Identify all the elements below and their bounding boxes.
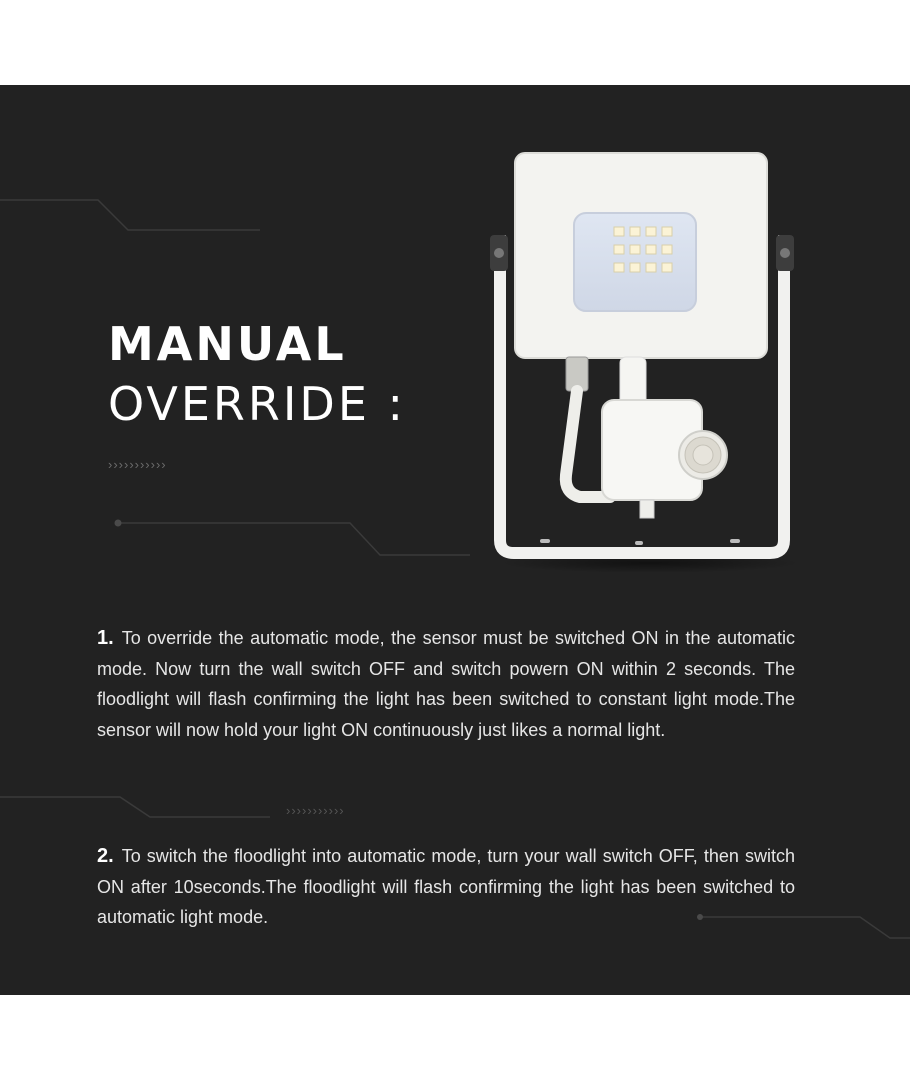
floodlight-with-pir-sensor-icon [470,145,830,575]
chevron-divider: ››››››››››› [108,457,167,472]
step-2-text: To switch the floodlight into automatic mode, turn your wall switch OFF, then switch ON after 10seconds.The floodlight will flash confirming the light has been switched to automatic light mode. [97,846,795,927]
manual-override-panel [0,85,910,995]
instruction-step-2 [97,841,795,933]
step-1-number: 1. [97,627,114,649]
instruction-step-1 [97,623,795,745]
heading-manual: MANUAL [108,317,347,371]
heading-override: OVERRIDE : [108,377,407,431]
chevron-divider-middle: ››››››››››› [286,803,345,818]
step-2-number: 2. [97,845,114,867]
step-1-text: To override the automatic mode, the sensor must be switched ON in the automatic mode. Now turn the wall switch OFF and switch powern ON within 2 seconds. The floodlight will flash confirming the light has been switched to constant light mode.The sensor will now hold your light ON continuously just likes a normal light. [97,628,795,740]
